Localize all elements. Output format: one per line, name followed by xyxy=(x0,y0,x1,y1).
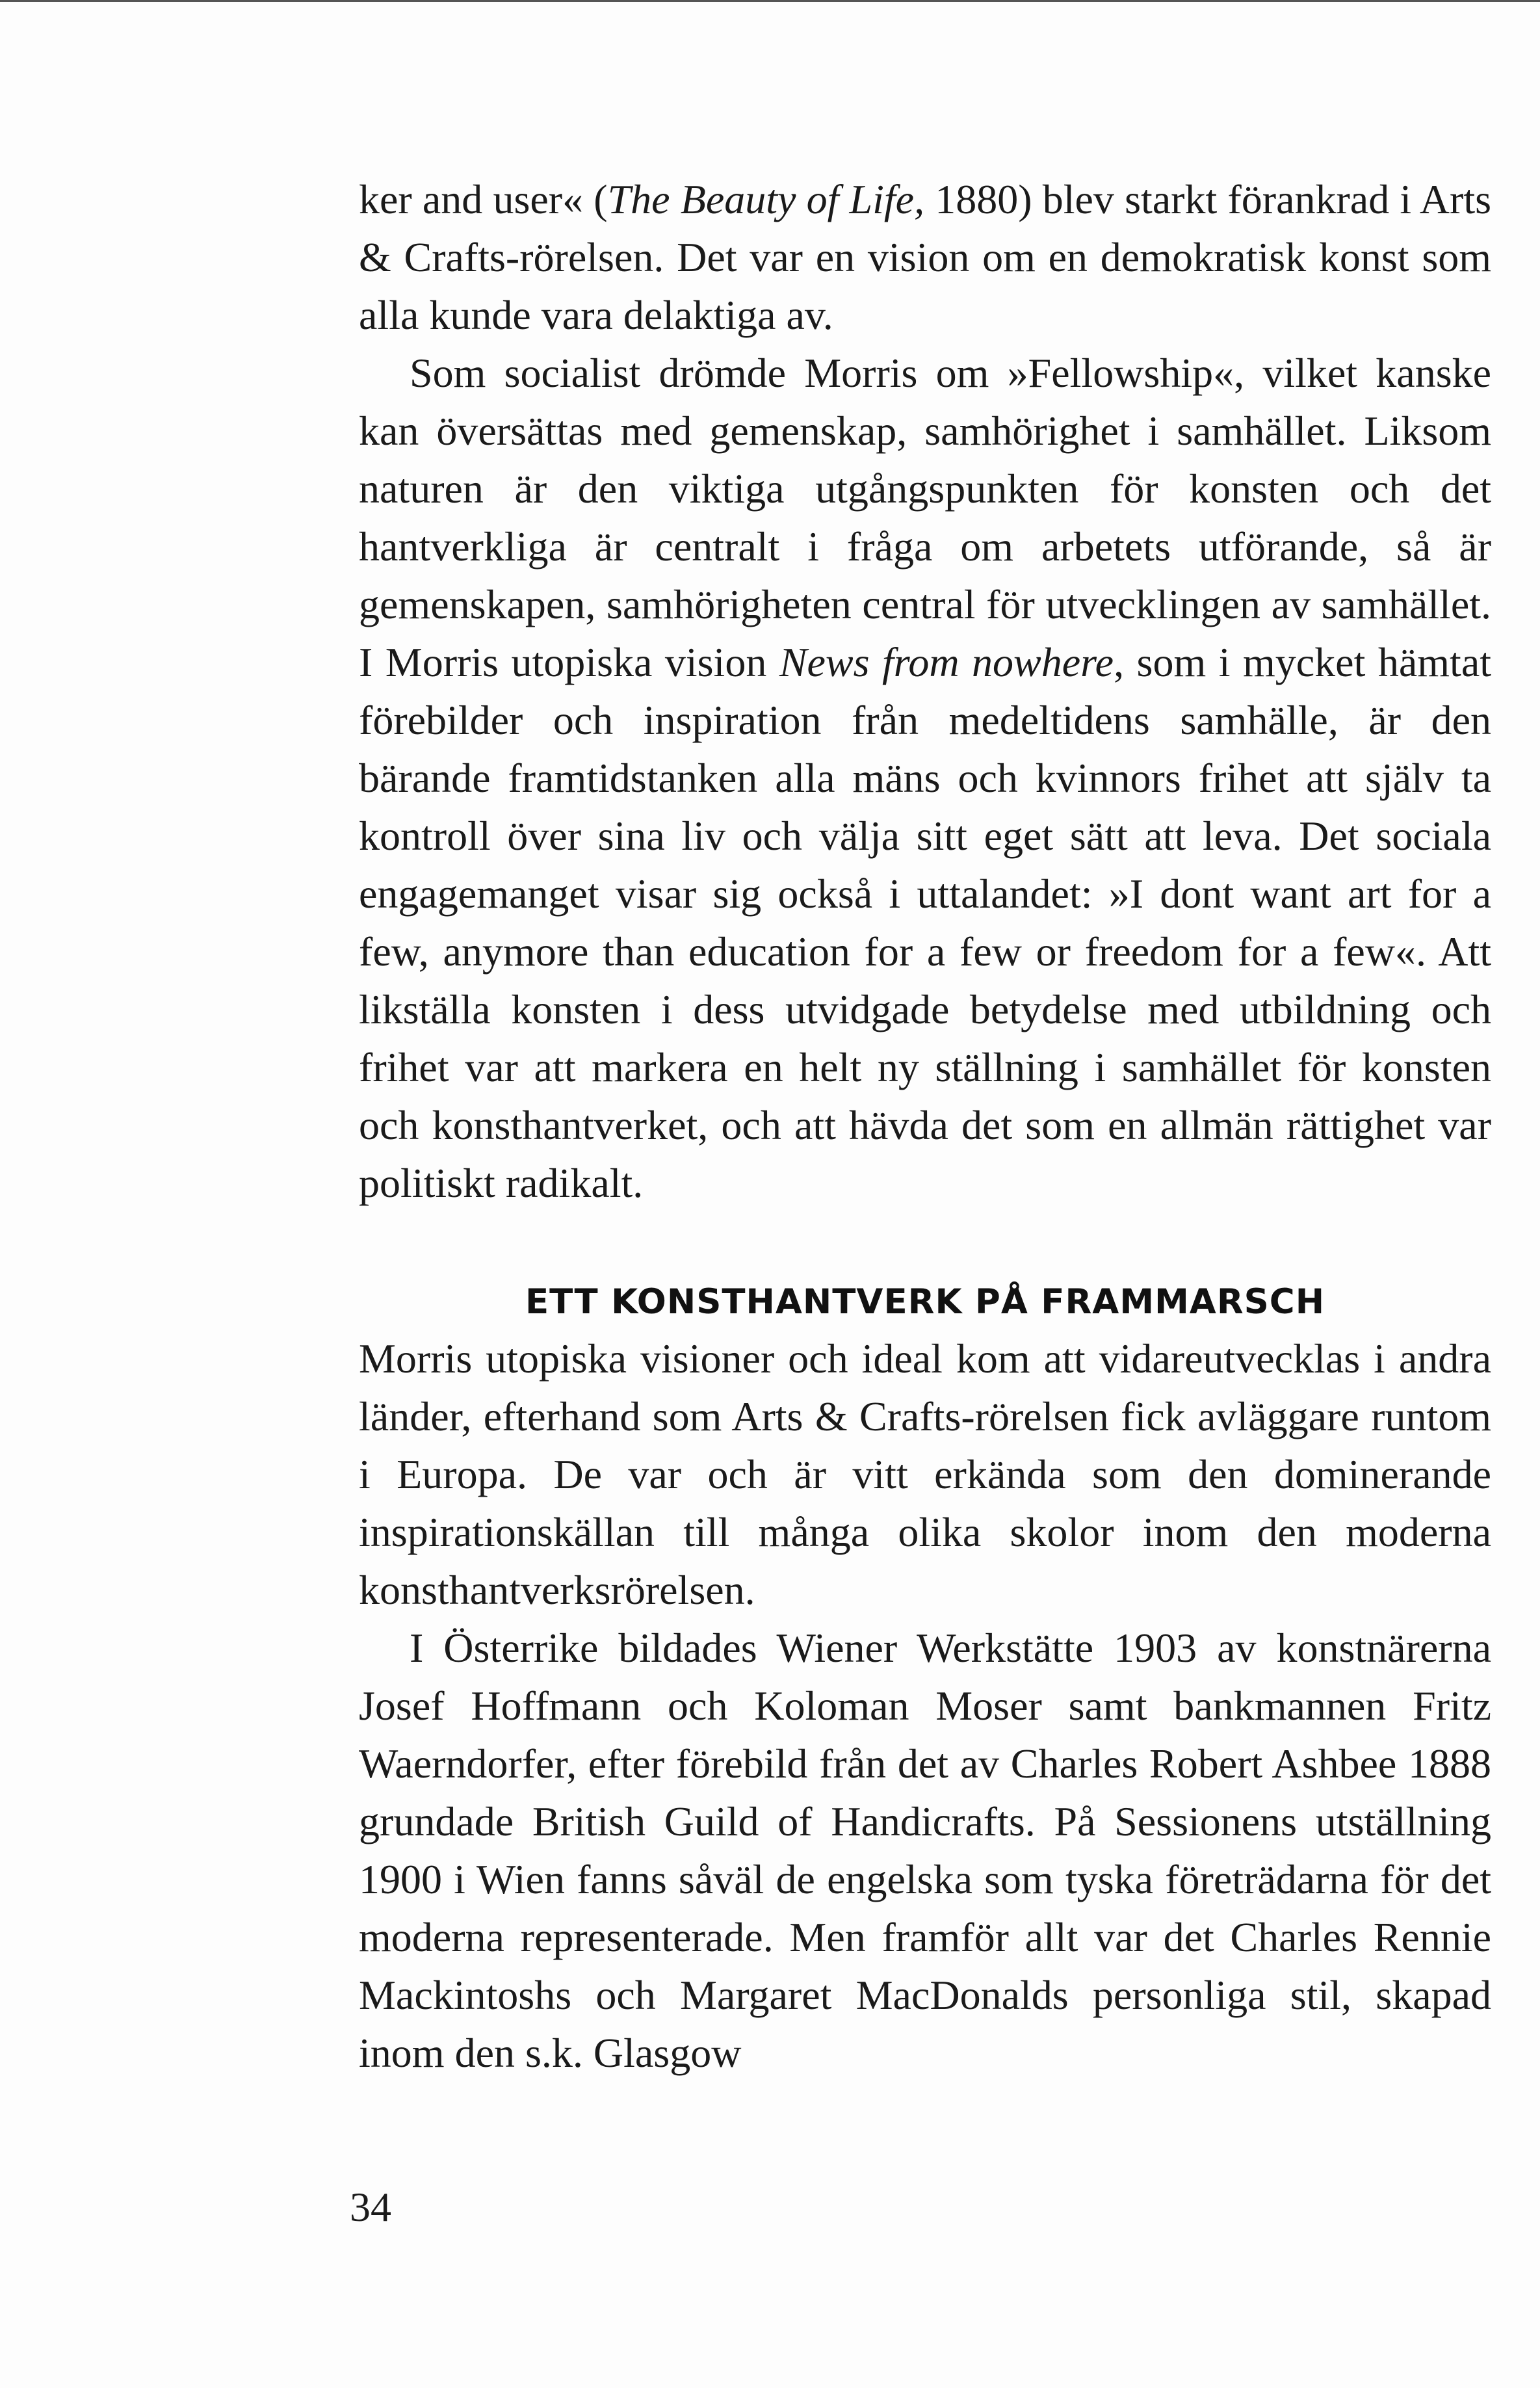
paragraph: I Österrike bildades Wiener Werkstätte 1903 av konstnärerna Josef Hoffmann och Koloman Moser samt bankmannen Fritz Waerndorfer, efter förebild från det av Charles Robert Ashbee 1888 grundade British Guild of Handicrafts. På Sessionens utställning 1900 i Wien fanns såväl de engelska som tyska företrädarna för det moderna representerade. Men framför allt var det Charles Rennie Mackintoshs och Margaret MacDonalds personliga stil, skapad inom den s.k. Glasgow xyxy=(359,1625,1491,2076)
section-heading: ETT KONSTHANTVERK PÅ FRAMMARSCH xyxy=(525,1282,1325,1322)
text-run: 1880) blev starkt förankrad i Arts & Crafts-rörelsen. Det var en vision om en demokratisk konst som alla kunde vara delaktiga av. xyxy=(359,176,1492,338)
text-run: ker and user« ( xyxy=(359,176,608,222)
paragraph xyxy=(359,170,1491,344)
body-text-section-1 xyxy=(359,170,1491,1212)
text-run: , som i mycket hämtat förebilder och inspiration från medeltidens samhälle, är den bärande framtidstanken alla mäns och kvinnors frihet att själv ta kontroll över sina liv och välja sitt eget sätt att leva. Det sociala engagemanget visar sig också i uttalandet: »I dont want art for a few, anymore than education for a few or freedom for a few«. Att likställa konsten i dess utvidgade betydelse med utbildning och frihet var att markera en helt ny ställning i samhället för konsten och konsthantverket, och att hävda det som en allmän rättighet var politiskt radikalt. xyxy=(359,639,1492,1206)
text-run: Som socialist drömde Morris om »Fellowship«, vilket kanske kan översättas med gemenskap, samhörighet i samhället. Liksom naturen är den viktiga utgångspunkten för konsten och det hantverkliga är centralt i fråga om arbetets utförande, så är gemenskapen, samhörigheten central för utvecklingen av samhället. I Morris utopiska vision xyxy=(359,350,1491,685)
paragraph xyxy=(359,344,1491,1212)
body-text-section-2 xyxy=(359,1330,1491,2082)
italic-title: News from nowhere xyxy=(779,639,1114,685)
paragraph: Morris utopiska visioner och ideal kom att vidareutvecklas i andra länder, efterhand som Arts & Crafts-rörelsen fick avläggare runtom i Europa. De var och är vitt erkända som den dominerande inspirationskällan till många olika skolor inom den moderna konsthantverksrörelsen. xyxy=(359,1335,1491,1613)
italic-title: The Beauty of Life, xyxy=(607,176,925,222)
page-number: 34 xyxy=(350,2184,391,2230)
scan-edge-line xyxy=(0,0,1540,2)
